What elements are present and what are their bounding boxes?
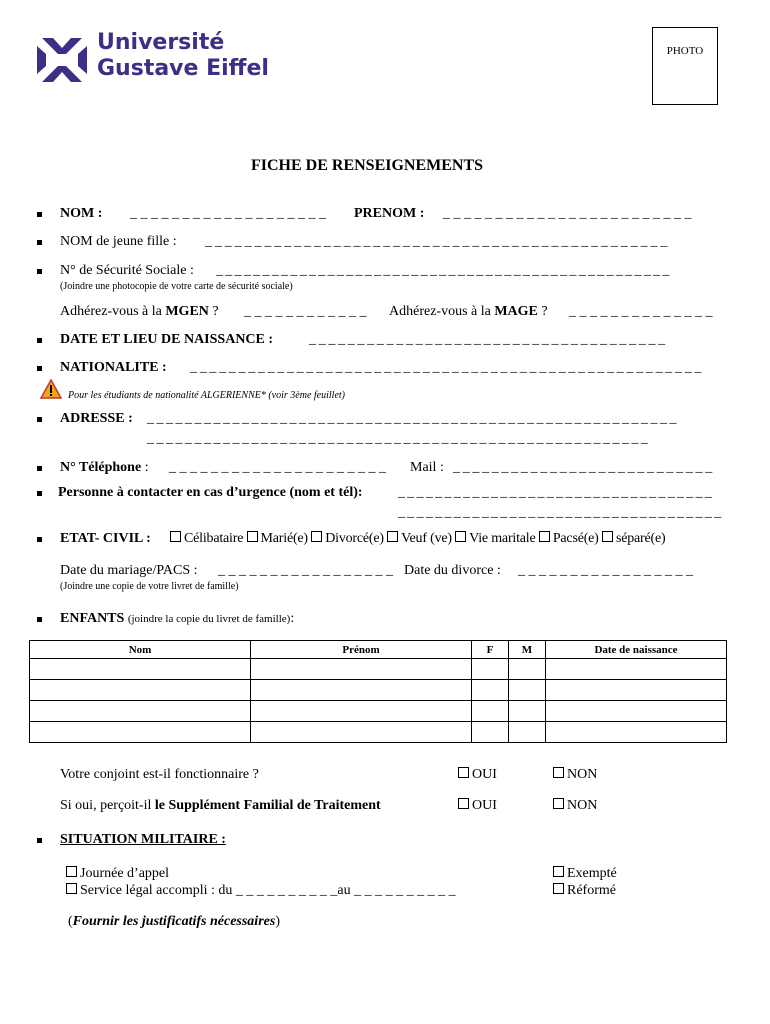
- nationalite-note: Pour les étudiants de nationalité ALGERIENNE* (voir 3ème feuillet): [68, 390, 345, 401]
- checkbox-icon: [553, 883, 564, 894]
- sft-question: [60, 798, 381, 814]
- table-cell[interactable]: [472, 701, 509, 722]
- secu-field[interactable]: _ _ _ _ _ _ _ _ _ _ _ _ _ _ _ _ _ _ _ _ _ _ _ _ _ _ _ _ _ _ _ _ _ _ _ _ _ _ _ _ _ _ _ _ _ _ _ _ _: [216, 263, 669, 278]
- nom-jeune-fille-field[interactable]: _ _ _ _ _ _ _ _ _ _ _ _ _ _ _ _ _ _ _ _ _ _ _ _ _ _ _ _ _ _ _ _ _ _ _ _ _ _ _ _ _ _ _ _ _ _ _: [205, 234, 668, 249]
- bullet: [37, 417, 42, 422]
- non-label: NON: [567, 798, 598, 813]
- enfants-table: [29, 640, 727, 743]
- checkbox-icon: [553, 798, 564, 809]
- nationalite-label: NATIONALITE :: [60, 360, 167, 375]
- nom-field[interactable]: _ _ _ _ _ _ _ _ _ _ _ _ _ _ _ _ _ _ _: [130, 206, 326, 221]
- checkbox-marie[interactable]: [247, 531, 308, 546]
- bullet: [37, 537, 42, 542]
- telephone-field[interactable]: _ _ _ _ _ _ _ _ _ _ _ _ _ _ _ _ _ _ _ _ _: [169, 460, 386, 475]
- option-label: Pacsé(e): [552, 531, 599, 546]
- service-au: au: [337, 883, 351, 898]
- table-cell[interactable]: [30, 659, 251, 680]
- sft-oui[interactable]: [458, 798, 497, 814]
- bullet: [37, 269, 42, 274]
- checkbox-icon: [66, 883, 77, 894]
- mage-label: MAGE: [494, 304, 538, 319]
- photo-label: PHOTO: [666, 45, 704, 57]
- table-cell[interactable]: [509, 701, 546, 722]
- mgen-q-post: ?: [212, 304, 219, 319]
- non-label: NON: [567, 767, 598, 782]
- mail-label: Mail :: [410, 460, 444, 475]
- option-label: Veuf (ve): [401, 531, 452, 546]
- checkbox-icon: [553, 866, 564, 877]
- mgen-field[interactable]: _ _ _ _ _ _ _ _ _ _ _ _: [244, 304, 367, 319]
- mage-question: [389, 304, 548, 320]
- header-prenom: Prénom: [251, 641, 472, 659]
- table-cell[interactable]: [30, 680, 251, 701]
- checkbox-icon: [602, 531, 613, 542]
- checkbox-icon: [455, 531, 466, 542]
- checkbox-icon: [247, 531, 258, 542]
- mage-field[interactable]: _ _ _ _ _ _ _ _ _ _ _ _ _ _: [569, 304, 713, 319]
- sft-q-pre: Si oui, perçoit-il: [60, 798, 152, 813]
- mail-field[interactable]: _ _ _ _ _ _ _ _ _ _ _ _ _ _ _ _ _ _ _ _ _ _ _ _ _ _ _: [453, 460, 712, 475]
- enfants-heading: [60, 611, 294, 627]
- mage-q-post: ?: [541, 304, 548, 319]
- table-cell[interactable]: [546, 701, 727, 722]
- enfants-colon: :: [290, 611, 295, 626]
- header-date-naissance: Date de naissance: [546, 641, 727, 659]
- prenom-field[interactable]: _ _ _ _ _ _ _ _ _ _ _ _ _ _ _ _ _ _ _ _ _ _ _ _: [443, 206, 692, 221]
- journee-appel[interactable]: [66, 866, 169, 882]
- table-cell[interactable]: [509, 680, 546, 701]
- justificatifs-note: (Fournir les justificatifs nécessaires): [68, 914, 280, 929]
- reforme-label: Réformé: [567, 883, 616, 898]
- option-label: Vie maritale: [469, 531, 536, 546]
- oui-label: OUI: [472, 798, 497, 813]
- header-m: M: [509, 641, 546, 659]
- prenom-label: PRENOM :: [354, 206, 425, 221]
- mage-q-pre: Adhérez-vous à la: [389, 304, 491, 319]
- mariage-field[interactable]: _ _ _ _ _ _ _ _ _ _ _ _ _ _ _ _ _: [218, 563, 393, 578]
- journee-label: Journée d’appel: [80, 866, 170, 881]
- table-row: [30, 722, 727, 743]
- table-cell[interactable]: [30, 701, 251, 722]
- checkbox-icon: [311, 531, 322, 542]
- etat-civil-label: ETAT- CIVIL :: [60, 531, 151, 546]
- logo-mark-icon: [36, 34, 88, 86]
- bullet: [37, 338, 42, 343]
- option-label: séparé(e): [615, 531, 666, 546]
- conjoint-non[interactable]: [553, 767, 597, 783]
- mgen-label: MGEN: [165, 304, 209, 319]
- divorce-label: Date du divorce :: [404, 563, 501, 578]
- sft-non[interactable]: [553, 798, 597, 814]
- bullet: [37, 617, 42, 622]
- table-cell[interactable]: [251, 659, 472, 680]
- checkbox-celibataire[interactable]: [170, 531, 243, 546]
- conjoint-oui[interactable]: [458, 767, 497, 783]
- checkbox-icon: [539, 531, 550, 542]
- table-cell[interactable]: [472, 722, 509, 743]
- bullet: [37, 212, 42, 217]
- mgen-question: [60, 304, 219, 320]
- table-row: [30, 680, 727, 701]
- nationalite-field[interactable]: _ _ _ _ _ _ _ _ _ _ _ _ _ _ _ _ _ _ _ _ _ _ _ _ _ _ _ _ _ _ _ _ _ _ _ _ _ _ _ _ _ _ _ _ _ _ _ _ _ _ _ _ _: [190, 360, 702, 375]
- nom-jeune-fille-label: NOM de jeune fille :: [60, 234, 177, 249]
- table-cell[interactable]: [472, 680, 509, 701]
- telephone-label: [60, 460, 149, 476]
- table-cell[interactable]: [509, 659, 546, 680]
- table-row: [30, 701, 727, 722]
- table-cell[interactable]: [251, 680, 472, 701]
- photo-box: [652, 27, 718, 105]
- divorce-field[interactable]: _ _ _ _ _ _ _ _ _ _ _ _ _ _ _ _ _: [518, 563, 693, 578]
- oui-label: OUI: [472, 767, 497, 782]
- enfants-note: (joindre la copie du livret de famille): [127, 613, 291, 625]
- bullet: [37, 838, 42, 843]
- mariage-label: Date du mariage/PACS :: [60, 563, 198, 578]
- checkbox-icon: [170, 531, 181, 542]
- mgen-q-pre: Adhérez-vous à la: [60, 304, 162, 319]
- checkbox-separe[interactable]: [602, 531, 666, 546]
- checkbox-icon: [66, 866, 77, 877]
- adresse-field-2[interactable]: _ _ _ _ _ _ _ _ _ _ _ _ _ _ _ _ _ _ _ _ _ _ _ _ _ _ _ _ _ _ _ _ _ _ _ _ _ _ _ _ _ _ _ _ _ _ _ _ _ _ _ _ _: [147, 431, 648, 446]
- nom-label: NOM :: [60, 206, 103, 221]
- checkbox-veuf[interactable]: [387, 531, 452, 546]
- table-cell[interactable]: [251, 701, 472, 722]
- conjoint-question: Votre conjoint est-il fonctionnaire ?: [60, 767, 259, 782]
- bullet: [37, 491, 42, 496]
- adresse-field-1[interactable]: _ _ _ _ _ _ _ _ _ _ _ _ _ _ _ _ _ _ _ _ _ _ _ _ _ _ _ _ _ _ _ _ _ _ _ _ _ _ _ _ _ _ _ _ _ _ _ _ _ _ _ _ _ _ _ _: [147, 411, 676, 426]
- table-cell[interactable]: [251, 722, 472, 743]
- adresse-label: ADRESSE :: [60, 411, 133, 426]
- bullet: [37, 240, 42, 245]
- service-legal[interactable]: [66, 883, 456, 899]
- checkbox-vie-maritale[interactable]: [455, 531, 535, 546]
- service-to-field[interactable]: _ _ _ _ _ _ _ _ _ _: [354, 883, 456, 898]
- logo-text-line1: Université: [97, 30, 225, 55]
- checkbox-icon: [553, 767, 564, 778]
- naissance-field[interactable]: _ _ _ _ _ _ _ _ _ _ _ _ _ _ _ _ _ _ _ _ _ _ _ _ _ _ _ _ _ _ _ _ _ _ _ _ _: [309, 332, 665, 347]
- checkbox-divorce[interactable]: [311, 531, 384, 546]
- table-cell[interactable]: [546, 722, 727, 743]
- secu-label: N° de Sécurité Sociale :: [60, 263, 194, 278]
- header-f: F: [472, 641, 509, 659]
- telephone-colon: :: [144, 460, 149, 475]
- bullet: [37, 366, 42, 371]
- header-nom: Nom: [30, 641, 251, 659]
- militaire-label: SITUATION MILITAIRE :: [60, 832, 226, 847]
- service-from-field[interactable]: _ _ _ _ _ _ _ _ _ _: [235, 883, 338, 898]
- checkbox-icon: [458, 767, 469, 778]
- reforme[interactable]: [553, 883, 616, 899]
- bullet: [37, 466, 42, 471]
- option-label: Célibataire: [184, 531, 244, 546]
- secu-note: (Joindre une photocopie de votre carte de sécurité sociale): [60, 281, 293, 292]
- etat-civil-options: [170, 531, 665, 547]
- page-title: FICHE DE RENSEIGNEMENTS: [251, 157, 484, 174]
- table-cell[interactable]: [472, 659, 509, 680]
- option-label: Divorcé(e): [325, 531, 384, 546]
- telephone-text: N° Téléphone: [60, 460, 142, 475]
- exempte-label: Exempté: [567, 866, 617, 881]
- exempte[interactable]: [553, 866, 617, 882]
- urgence-field-2[interactable]: _ _ _ _ _ _ _ _ _ _ _ _ _ _ _ _ _ _ _ _ _ _ _ _ _ _ _ _ _ _ _ _ _ _ _: [398, 505, 721, 520]
- sft-q-bold: le Supplément Familial de Traitement: [154, 798, 381, 813]
- urgence-label: Personne à contacter en cas d’urgence (nom et tél):: [58, 485, 363, 500]
- urgence-field-1[interactable]: _ _ _ _ _ _ _ _ _ _ _ _ _ _ _ _ _ _ _ _ _ _ _ _ _ _ _ _ _ _ _ _ _ _: [398, 485, 712, 500]
- naissance-label: DATE ET LIEU DE NAISSANCE :: [60, 332, 274, 347]
- checkbox-icon: [458, 798, 469, 809]
- livret-note: (Joindre une copie de votre livret de famille): [60, 581, 239, 592]
- warning-icon: [40, 379, 62, 399]
- table-row: [30, 659, 727, 680]
- service-label: Service légal accompli : du: [80, 883, 233, 898]
- justificatifs-text: Fournir les justificatifs nécessaires: [72, 914, 276, 929]
- checkbox-pacse[interactable]: [539, 531, 599, 546]
- enfants-label: ENFANTS: [60, 611, 125, 626]
- checkbox-icon: [387, 531, 398, 542]
- table-cell[interactable]: [546, 680, 727, 701]
- table-cell[interactable]: [30, 722, 251, 743]
- table-cell[interactable]: [509, 722, 546, 743]
- table-cell[interactable]: [546, 659, 727, 680]
- table-header-row: [30, 641, 727, 659]
- option-label: Marié(e): [260, 531, 308, 546]
- logo-text-line2: Gustave Eiffel: [97, 56, 269, 81]
